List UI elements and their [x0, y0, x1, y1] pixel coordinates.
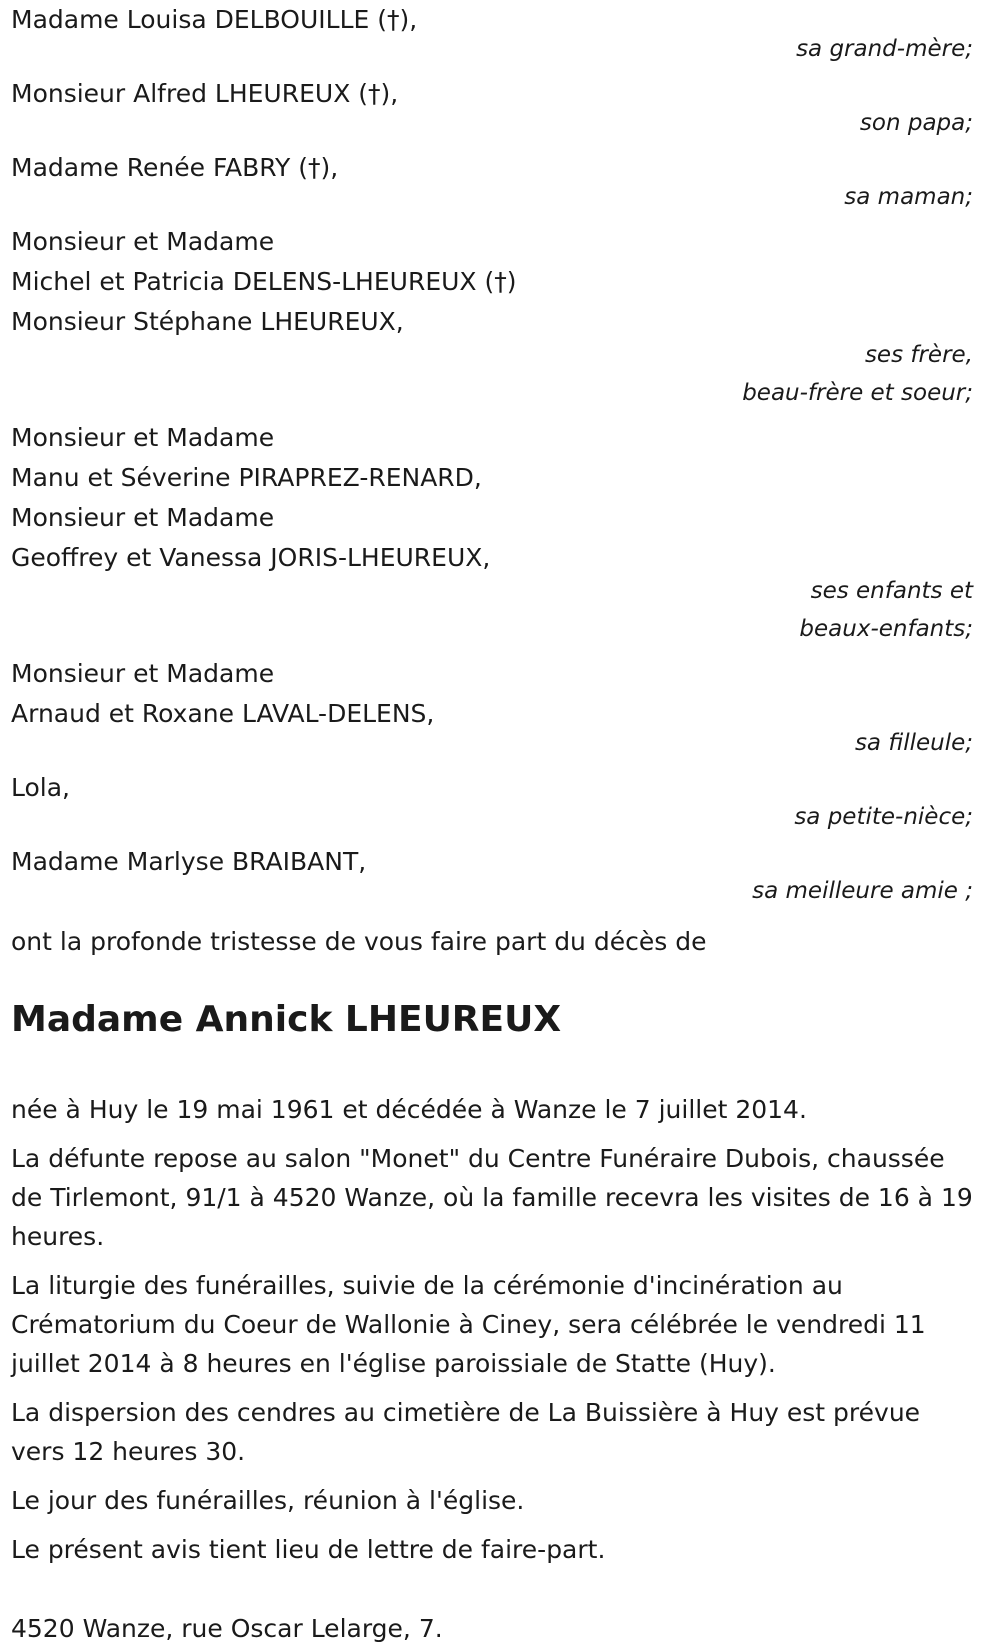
- paragraph-ashes: La dispersion des cendres au cimetière de La Buissière à Huy est prévue vers 12 heures 30.: [11, 1398, 921, 1466]
- family-name: Monsieur et Madame: [11, 659, 275, 688]
- deceased-name: Madame Annick LHEUREUX: [11, 999, 562, 1040]
- family-group: [11, 842, 973, 910]
- paragraph-liturgy: La liturgie des funérailles, suivie de la cérémonie d'incinération au Crématorium du Coeur de Wallonie à Ciney, sera célébrée le vendredi 11 juillet 2014 à 8 heures en l'église paroissiale de Statte (Huy).: [11, 1271, 926, 1378]
- family-name: Monsieur et Madame: [11, 503, 275, 532]
- family-group: [11, 418, 973, 648]
- family-group: [11, 222, 973, 412]
- family-group: [11, 74, 973, 142]
- family-name: Arnaud et Roxane LAVAL-DELENS,: [11, 699, 435, 728]
- address: 4520 Wanze, rue Oscar Lelarge, 7.: [11, 1614, 443, 1643]
- family-group: [11, 654, 973, 762]
- family-name: Manu et Séverine PIRAPREZ-RENARD,: [11, 463, 482, 492]
- obituary-notice: [11, 0, 973, 1649]
- family-name: Monsieur et Madame: [11, 423, 275, 452]
- family-name: Madame Marlyse BRAIBANT,: [11, 847, 367, 876]
- paragraph-viewing: La défunte repose au salon "Monet" du Centre Funéraire Dubois, chaussée de Tirlemont, 91/1 à 4520 Wanze, où la famille recevra les visites de 16 à 19 heures.: [11, 1144, 973, 1251]
- family-relation: sa meilleure amie ;: [752, 878, 973, 904]
- family-name: Monsieur Stéphane LHEUREUX,: [11, 307, 404, 336]
- paragraph-birth-death: née à Huy le 19 mai 1961 et décédée à Wanze le 7 juillet 2014.: [11, 1095, 807, 1124]
- family-relation: sa maman;: [844, 184, 973, 210]
- paragraph-notice: Le présent avis tient lieu de lettre de faire-part.: [11, 1535, 606, 1564]
- family-relation: beau-frère et soeur;: [742, 380, 973, 406]
- paragraph-meeting: Le jour des funérailles, réunion à l'église.: [11, 1486, 525, 1515]
- family-relation: beaux-enfants;: [799, 616, 973, 642]
- family-group: [11, 0, 973, 68]
- family-name: Madame Louisa DELBOUILLE (†),: [11, 5, 418, 34]
- family-name: Monsieur Alfred LHEUREUX (†),: [11, 79, 399, 108]
- family-relation: sa filleule;: [854, 730, 973, 756]
- family-relation: sa petite-nièce;: [794, 804, 973, 830]
- family-name: Monsieur et Madame: [11, 227, 275, 256]
- family-name: Geoffrey et Vanessa JORIS-LHEUREUX,: [11, 543, 491, 572]
- family-group: [11, 148, 973, 216]
- family-relation: sa grand-mère;: [796, 36, 973, 62]
- family-group: [11, 768, 973, 836]
- family-name: Lola,: [11, 773, 70, 802]
- family-relation: son papa;: [859, 110, 973, 136]
- family-name: Michel et Patricia DELENS-LHEUREUX (†): [11, 267, 517, 296]
- family-relation: ses enfants et: [810, 578, 973, 604]
- family-name: Madame Renée FABRY (†),: [11, 153, 339, 182]
- family-relation: ses frère,: [864, 342, 973, 368]
- intro-text: ont la profonde tristesse de vous faire part du décès de: [11, 927, 707, 956]
